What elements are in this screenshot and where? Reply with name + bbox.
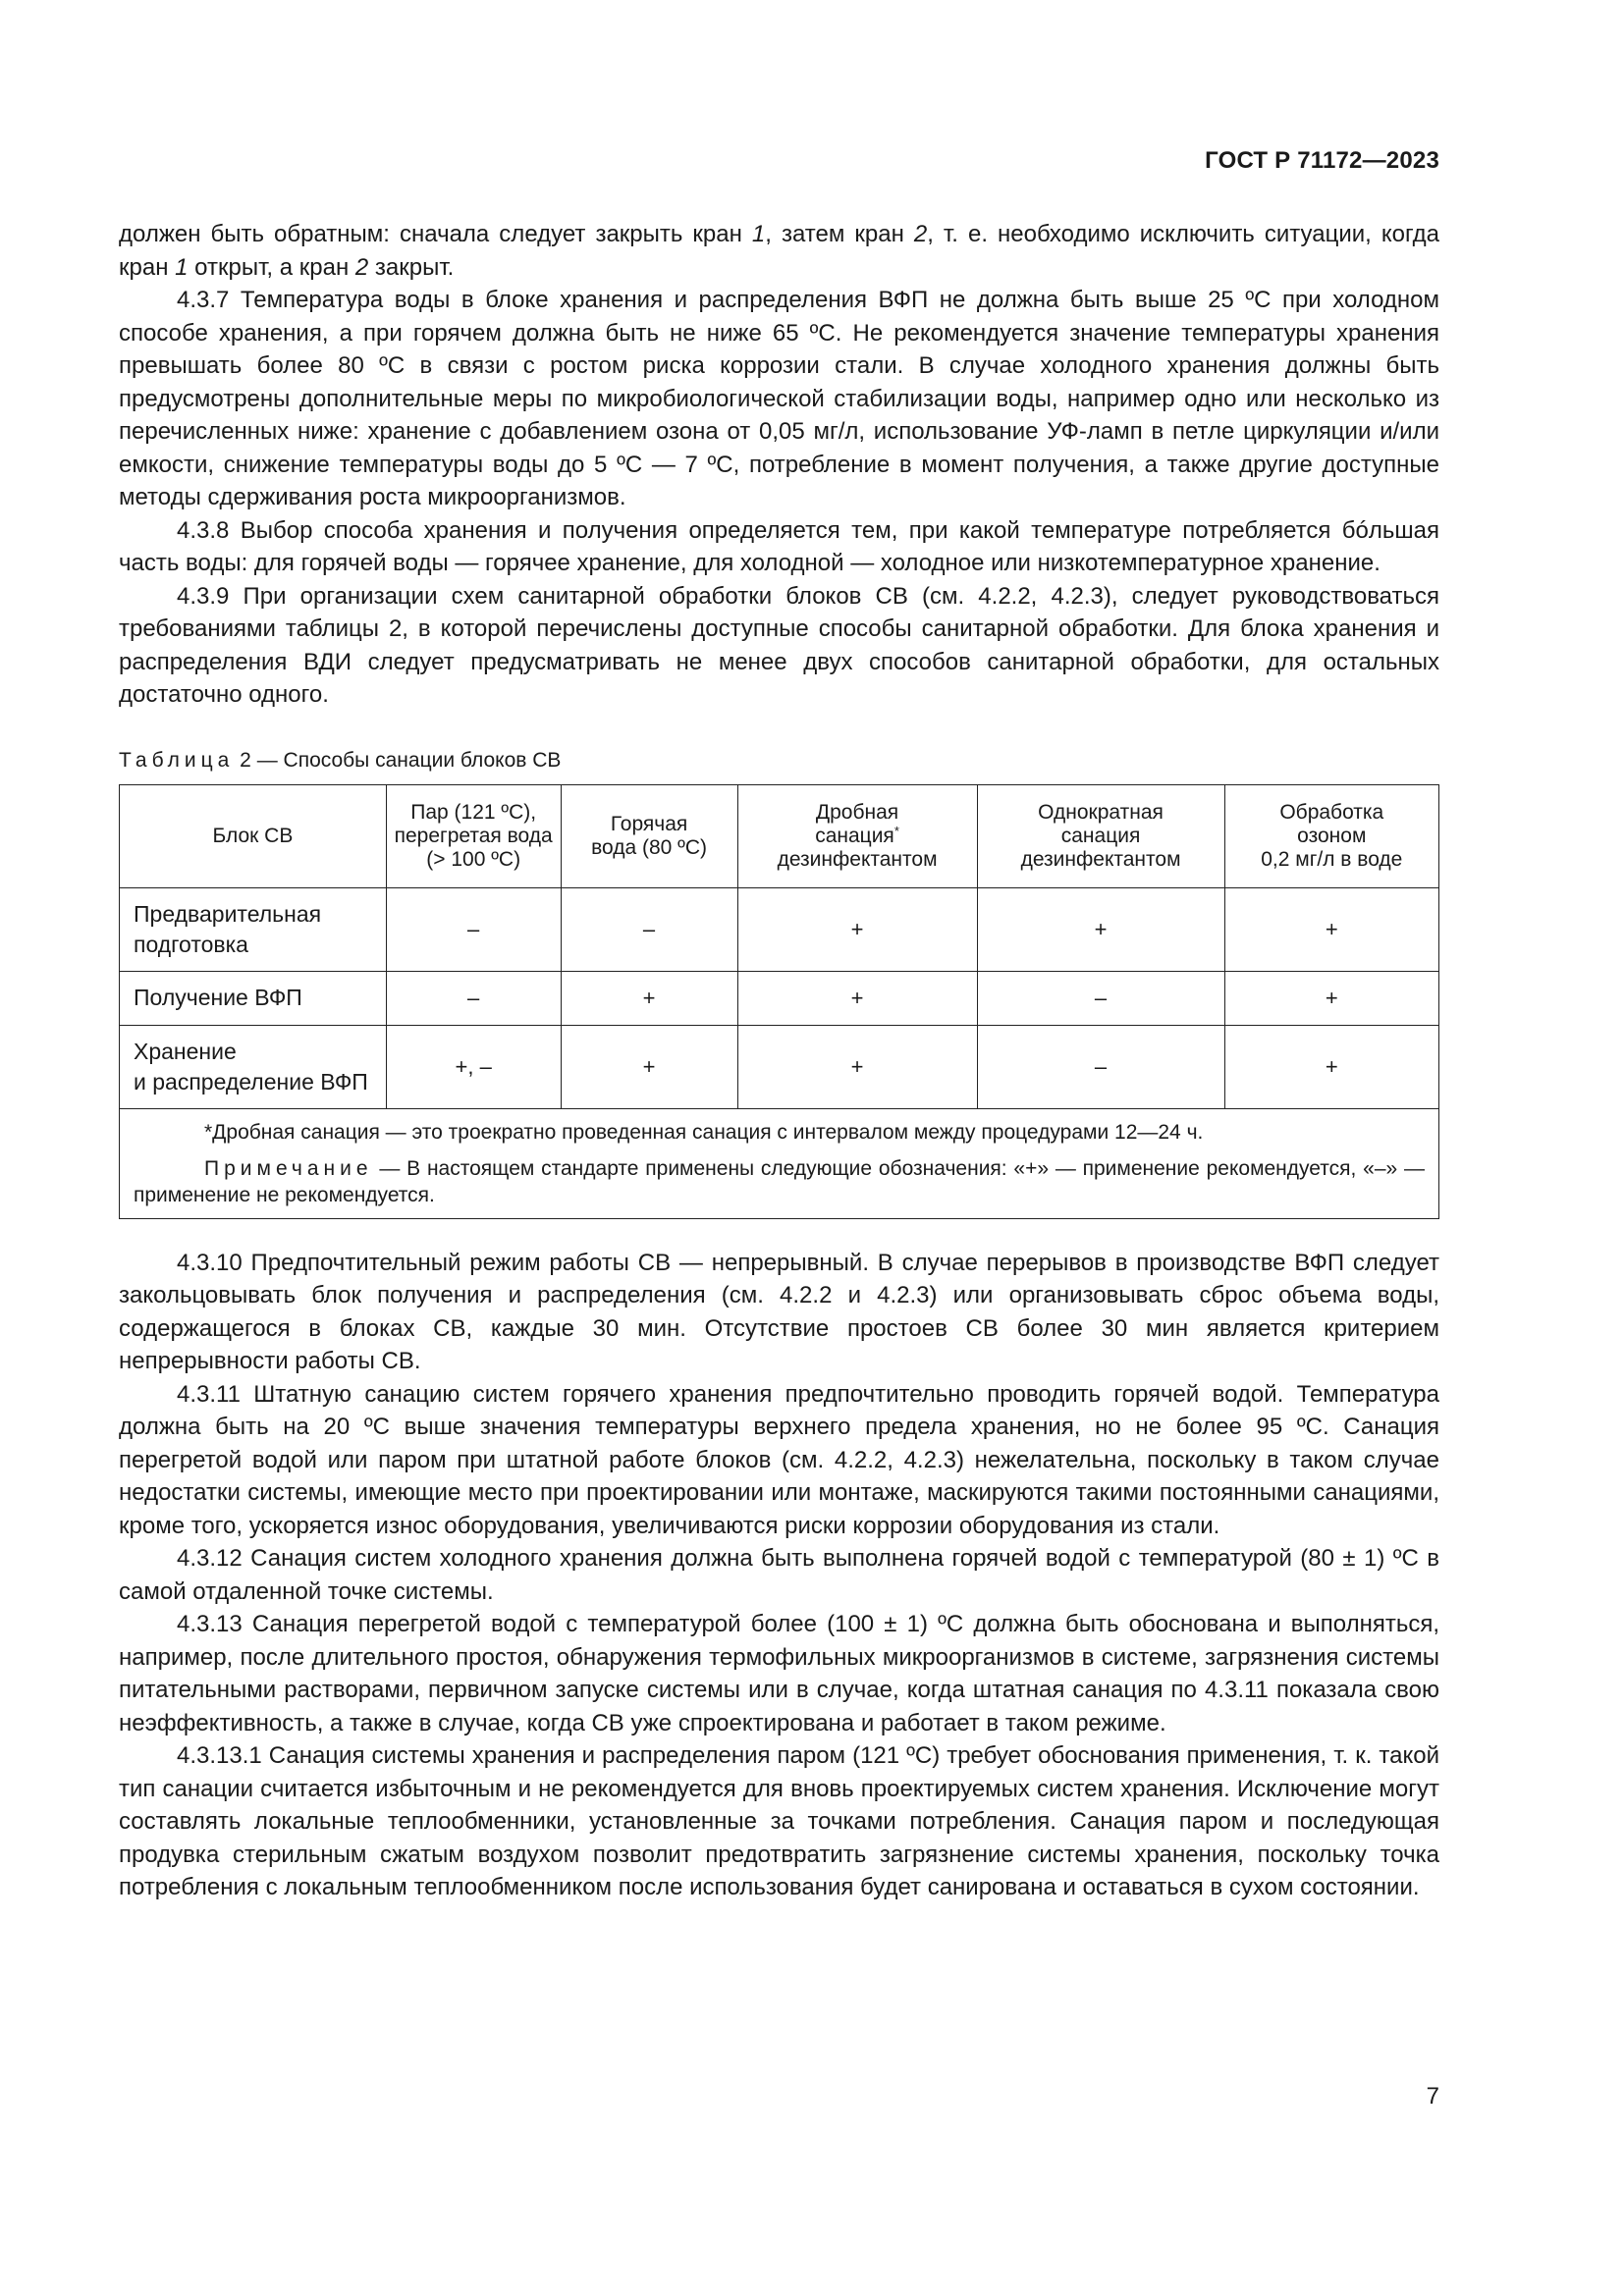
- sanitation-methods-table: [119, 784, 1439, 1219]
- table-notes-cell: [120, 1108, 1439, 1218]
- paragraph-text: 2: [354, 253, 369, 281]
- table-cell: –: [977, 1025, 1224, 1108]
- footnote-asterisk: *: [893, 823, 899, 838]
- paragraph-text: 2: [913, 221, 928, 247]
- table-header-row: [120, 784, 1439, 887]
- table-row: [120, 971, 1439, 1025]
- table-footnote: *Дробная санация — это троекратно проведенная санация с интервалом между процедурами 12—24 ч.: [204, 1120, 1204, 1144]
- row-label: Получение ВФП: [120, 971, 387, 1025]
- paragraph-p_4_3_8: [119, 514, 1439, 580]
- table-cell: +, –: [386, 1025, 561, 1108]
- paragraph-p_4_3_10: [119, 1247, 1439, 1378]
- table-note: [134, 1155, 1425, 1208]
- table-row: [120, 1025, 1439, 1108]
- paragraph-text: 4.3.11 Штатную санацию систем горячего хранения предпочтительно проводить горячей водой. Температура должна быть на 20 ºС выше значения температуры верхнего предела хранения, но не более 95 ºС. Санация перегретой водой или паром при штатной работе блоков (см. 4.2.2, 4.2.3) нежелательна, поскольку в таком случае недостатки системы, имеющие место при проектировании или монтаже, маскируются такими постоянными санациями, кроме того, ускоряется износ оборудования, увеличиваются риски коррозии оборудования из стали.: [119, 1380, 1439, 1539]
- table-cell: +: [1224, 971, 1438, 1025]
- paragraph-text: 4.3.13 Санация перегретой водой с температурой более (100 ± 1) ºС должна быть обоснована и выполняться, например, после длительного простоя, обнаружения термофильных микроорганизмов в системе, загрязнения системы питательными растворами, первичном запуске системы или в случае, когда штатная санация по 4.3.11 показала свою неэффективность, а также в случае, когда СВ уже спроектирована и работает в таком режиме.: [119, 1611, 1439, 1736]
- header-fractional: [737, 784, 977, 887]
- paragraph-p_4_3_7: [119, 284, 1439, 514]
- table-caption-title: 2 — Способы санации блоков СВ: [234, 748, 562, 772]
- paragraph-text: 4.3.10 Предпочтительный режим работы СВ — непрерывный. В случае перерывов в производстве ВФП следует закольцовывать блок получения и распределения (см. 4.2.2 и 4.2.3) или организовывать сброс объема воды, содержащегося в блоках СВ, каждые 30 мин. Отсутствие простоев СВ более 30 мин является критерием непрерывности работы СВ.: [119, 1249, 1439, 1374]
- header-block: Блок СВ: [120, 784, 387, 887]
- table-cell: –: [977, 971, 1224, 1025]
- table-caption: [119, 747, 1439, 774]
- header-fractional-tail: дезинфектантом: [777, 847, 938, 871]
- page-number: 7: [1426, 2083, 1439, 2109]
- paragraph-text: 4.3.9 При организации схем санитарной обработки блоков СВ (см. 4.2.2, 4.2.3), следует руководствоваться требованиями таблицы 2, в которой перечислены доступные способы санитарной обработки. Для блока хранения и распределения ВДИ следует предусматривать не менее двух способов санитарной обработки, для остальных достаточно одного.: [119, 582, 1439, 708]
- paragraph-text: 4.3.8 Выбор способа хранения и получения определяется тем, при какой температуре потребляется бóльшая часть воды: для горячей воды — горячее хранение, для холодной — холодное или низкотемпературное хранение.: [119, 516, 1439, 576]
- paragraph-text: 4.3.7 Температура воды в блоке хранения и распределения ВФП не должна быть выше 25 ºС при холодном способе хранения, а при горячем должна быть не ниже 65 ºС. Не рекомендуется значение температуры хранения превышать более 80 ºС в связи с ростом риска коррозии стали. В случае холодного хранения должны быть предусмотрены дополнительные меры по микробиологической стабилизации воды, например одно или несколько из перечисленных ниже: хранение с добавлением озона от 0,05 мг/л, использование УФ-ламп в петле циркуляции и/или емкости, снижение температуры воды до 5 ºС — 7 ºС, потребление в момент получения, а также другие доступные методы сдерживания роста микроорганизмов.: [119, 287, 1439, 510]
- paragraph-text: , т. е. необходимо исключить ситуации, когда кран: [119, 221, 1439, 281]
- table-cell: +: [1224, 887, 1438, 971]
- table-cell: +: [977, 887, 1224, 971]
- paragraph-p_4_3_13_1: [119, 1739, 1439, 1904]
- paragraph-text: 1: [751, 221, 766, 247]
- paragraph-text: 4.3.13.1 Санация системы хранения и распределения паром (121 ºС) требует обоснования применения, т. к. такой тип санации считается избыточным и не рекомендуется для вновь проектируемых систем хранения. Исключение могут составлять локальные теплообменники, установленные за точками потребления. Санация паром и последующая продувка стерильным сжатым воздухом позволит предотвратить загрязнение системы хранения, поскольку точка потребления с локальным теплообменником после использования будет санирована и оставаться в сухом состоянии.: [119, 1742, 1439, 1900]
- table-cell: +: [737, 1025, 977, 1108]
- paragraph-text: , затем кран: [765, 221, 914, 247]
- header-ozone: Обработка озоном 0,2 мг/л в воде: [1224, 784, 1438, 887]
- document-code: ГОСТ Р 71172—2023: [1205, 147, 1439, 174]
- paragraph-text: должен быть обратным: сначала следует закрыть кран: [119, 221, 752, 247]
- header-single: Однократная санация дезинфектантом: [977, 784, 1224, 887]
- table-notes-row: [120, 1108, 1439, 1218]
- paragraph-p_4_3_11: [119, 1378, 1439, 1543]
- document-body: [119, 218, 1439, 1904]
- table-row: [120, 887, 1439, 971]
- paragraph-p_4_3_9: [119, 580, 1439, 712]
- paragraph-text: 1: [175, 253, 189, 281]
- paragraphs-after-table: [119, 1247, 1439, 1904]
- table-cell: +: [737, 887, 977, 971]
- header-steam: Пар (121 ºС), перегретая вода (> 100 ºС): [386, 784, 561, 887]
- table-cell: –: [561, 887, 737, 971]
- paragraph-p_cont: [119, 218, 1439, 284]
- note-label: Примечание: [204, 1156, 373, 1180]
- header-hot-water: Горячая вода (80 ºС): [561, 784, 737, 887]
- table-body: [120, 887, 1439, 1218]
- table-caption-label: Таблица: [119, 748, 235, 772]
- row-label: Хранение и распределение ВФП: [120, 1025, 387, 1108]
- paragraph-text: открыт, а кран: [188, 253, 355, 281]
- table-cell: –: [386, 887, 561, 971]
- table-cell: +: [561, 1025, 737, 1108]
- paragraph-text: закрыт.: [368, 253, 455, 281]
- row-label: Предварительная подготовка: [120, 887, 387, 971]
- paragraph-text: 4.3.12 Санация систем холодного хранения должна быть выполнена горячей водой с температурой (80 ± 1) ºС в самой отдаленной точке системы.: [119, 1545, 1439, 1605]
- table-cell: –: [386, 971, 561, 1025]
- paragraph-p_4_3_13: [119, 1608, 1439, 1739]
- header-fractional-text: Дробная санация: [815, 800, 899, 847]
- note-text: — В настоящем стандарте применены следующие обозначения: «+» — применение рекомендуется, «–» — применение не рекомендуется.: [134, 1156, 1425, 1206]
- table-cell: +: [737, 971, 977, 1025]
- paragraph-p_4_3_12: [119, 1542, 1439, 1608]
- paragraphs-before-table: [119, 218, 1439, 712]
- table-cell: +: [561, 971, 737, 1025]
- table-cell: +: [1224, 1025, 1438, 1108]
